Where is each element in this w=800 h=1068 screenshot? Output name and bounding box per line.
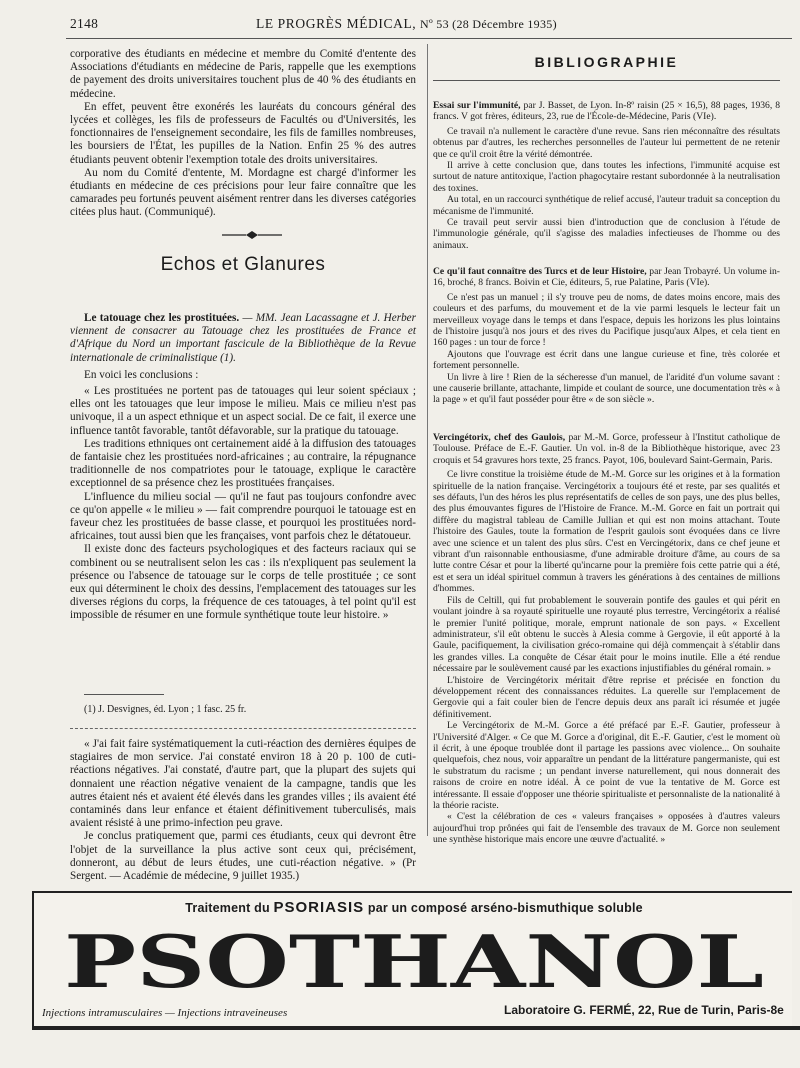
- article-paragraph: L'influence du milieu social — qu'il ne faut pas toujours confondre avec ce qu'on appelle « le milieu » — fait comprendre pourquoi le tatouage est en faveur chez les prostituées de basse classe, et pourquoi les prostituées nord-africaines, tout aussi bien que les françaises, vont parfois chez le détatoueur.: [70, 490, 416, 543]
- entry-heading: Ce qu'il faut connaître des Turcs et de leur Histoire,: [433, 266, 647, 277]
- entry-citation: par Jean Trobayré. Un volume in-16, broché, 8 francs. Boivin et Cie, éditeurs, 5, rue Palatine, Paris (VIe).: [433, 266, 780, 289]
- intro-block: [70, 48, 416, 220]
- sergent-quote: [70, 738, 416, 883]
- column-divider: [427, 44, 428, 836]
- intro-paragraph: corporative des étudiants en médecine et membre du Comité d'entente des Associations d'étudiants en médecine de Paris, rappelle que les exemptions de payement des droits universitaires touchent plus de 40 % des étudiants en médecine.: [70, 48, 416, 100]
- bibliography-title: BIBLIOGRAPHIE: [534, 54, 679, 70]
- entry-paragraph: Ce travail n'a nullement le caractère d'une revue. Sans rien méconnaître des résultats obtenus par d'autres, les recherches personnelles de l'auteur lui permettent de ne retenir que ce qu'il croit être la vérité démontrée.: [433, 125, 780, 160]
- section-ornament: [222, 229, 282, 241]
- issue-info: Nº 53 (28 Décembre 1935): [419, 17, 557, 31]
- article-paragraph: Les traditions ethniques ont certainement aidé à la diffusion des tatouages de fantaisie chez les prostituées nord-africaines ; au contraire, la répugnance traditionnelle de nos compatriotes pour le tatouage, explique le caractère exceptionnel de sa présence chez les prostituées françaises.: [70, 437, 416, 490]
- page-header: [70, 16, 790, 36]
- entry-paragraph: Ce n'est pas un manuel ; il s'y trouve peu de noms, de dates moins encore, mais des couleurs et des parfums, du mouvement et de la vie parmi lesquels le lecteur fait un merveilleux voyage dans le temps et dans l'espace, depuis les horizons les plus lointains de l'histoire jusqu'à nos jours et des rives du Pacifique jusqu'aux Alpes, et cela tient en 160 pages : un tour de force !: [433, 291, 780, 349]
- conclusions-intro: En voici les conclusions :: [84, 368, 199, 381]
- psothanol-advertisement: [32, 891, 792, 1028]
- entry-citation: par M.-M. Gorce, professeur à l'Institut catholique de Toulouse. Préface de E.-F. Gautier. Un vol. in-8 de la Bibliothèque historique, avec 23 croquis et 54 gravures hors texte, 25 francs. Payot, 106, boulevard Saint-Germain, Paris.: [433, 432, 780, 466]
- page-number: 2148: [70, 16, 99, 31]
- article-lead: — MM. Jean Lacassagne et J. Herber viennent de consacrer au Tatouage chez les prostituées de France et d'Afrique du Nord un important fascicule de la Bibliothèque de la Revue internationale de criminalistique (1).: [70, 312, 416, 364]
- article-paragraph: Il existe donc des facteurs psychologiques et des facteurs raciaux qui se combinent ou se neutralisent selon les cas : ils n'expliquent pas seulement la présence ou l'absence de tatouage sur le corps de telle prostituée ; ce sont eux qui déterminent le choix des dessins, l'emplacement des tatouages sur les diverses régions du corps, la fréquence de ces tatouages, à tel point qu'il est impossible de résumer en une formule synthétique toute leur histoire. »: [70, 543, 416, 622]
- entry-paragraph: Fils de Celtill, qui fut probablement le souverain pontife des gaules et qui périt en voulant joindre à sa royauté spirituelle une royauté plus terrestre, Vercingétorix a réalisé le premier l'unité politique, morale, emprunt nationale de son pays. « Excellent administrateur, s'il eût obtenu le succès à Alesia comme à Gergovie, il eût apporté à la Gaule, pacifiquement, la civilisation gréco-romaine qui déjà commençait à s'établir dans les grandes villes. La conquête de César était pour le moins inutile. Elle a été rendue nécessaire par le soulèvement causé par les exactions injustifiables du général romain. »: [433, 594, 780, 675]
- bibliography-entry: [433, 432, 780, 846]
- entry-paragraph: Ce travail peut servir aussi bien d'introduction que de conclusion à l'étude de l'immunologie générale, qu'il s'agisse des maladies infectieuses de l'homme ou des animaux.: [433, 217, 780, 251]
- ad-bottom-rule: [32, 1026, 800, 1030]
- entry-paragraph: Le Vercingétorix de M.-M. Gorce a été préfacé par E.-F. Gautier, professeur à l'Université d'Alger. « Ce que M. Gorce a d'original, dit E.-F. Gautier, c'est le moment où il écrit, à une époque troublée dont il partage les passions avec violence... On souhaite quelquefois, chez nous, voir apparaître un pendant de la littérature pangermaniste, qui est le substratum du racisme ; un pendant inverse naturellement, qui nous donnerait des raisons de croire en notre idéal. À ce point de vue la tentative de M. Gorce est intéressante. Il essaie d'opposer une théorie spiritualiste et personnaliste de la nationalité à la théorie raciste.: [433, 720, 780, 811]
- entry-paragraph: Au total, en un raccourci synthétique de relief accusé, l'auteur traduit sa conception du mécanisme de l'immunité.: [433, 194, 780, 217]
- ad-tagline-bold: PSORIASIS: [273, 899, 365, 916]
- journal-name: LE PROGRÈS MÉDICAL,: [256, 16, 417, 31]
- intro-paragraph: Au nom du Comité d'entente, M. Mordagne est chargé d'informer les étudiants en médecine de ces précisions pour leur faire connaître que les camarades peu fortunés peuvent aisément rentrer dans les diverses catégories citées plus haut. (Communiqué).: [70, 166, 416, 219]
- separator-rule: [70, 728, 416, 729]
- header-rule: [66, 38, 792, 39]
- ad-injections: Injections intramusculaires — Injections intraveineuses: [42, 1007, 288, 1019]
- section-title: Echos et Glanures: [160, 254, 326, 275]
- intro-paragraph: En effet, peuvent être exonérés les lauréats du concours général des lycées et collèges, les fils de professeurs de Facultés ou d'Universités, les fonctionnaires de l'enseignement secondaire, les fils de familles nombreuses, les boursiers de l'État, les pupilles de la Nation. Enfin 25 % des autres étudiants peuvent obtenir l'exemption totale des droits universitaires.: [70, 100, 416, 166]
- article-paragraph: « Les prostituées ne portent pas de tatouages qui leur soient spéciaux ; elles ont les tatouages que leur impose le milieu. Mais ce milieu n'est pas univoque, il a un aspect ethnique et un aspect social. De ce fait, il exerce une influence tantôt favorable, tantôt défavorable, sur la pratique du tatouage.: [70, 385, 416, 437]
- article-title: Le tatouage chez les prostituées.: [84, 312, 240, 324]
- entry-heading: Vercingétorix, chef des Gaulois,: [433, 432, 566, 443]
- ad-tagline-post: par un composé arséno-bismuthique soluble: [367, 901, 643, 915]
- ad-brand-logo: [34, 907, 794, 997]
- tattoo-article: [70, 312, 416, 623]
- entry-paragraph: Un livre à lire ! Rien de la sécheresse d'un manuel, de l'aridité d'un volume savant : une causerie brillante, attachante, limpide et coulant de source, une documentation très « à la page » et qu'il faut posséder pour être « de son siècle ».: [433, 371, 780, 406]
- entry-paragraph: Ajoutons que l'ouvrage est écrit dans une langue curieuse et fine, très colorée et fortement personnelle.: [433, 348, 780, 372]
- quote-paragraph: Je conclus pratiquement que, parmi ces étudiants, ceux qui devront être l'objet de la surveillance la plus active sont ceux qui, précisément, donneront, au début de leurs études, une cuti-réaction négative. » (Pr Sergent. — Académie de médecine, 9 juillet 1935.): [70, 830, 416, 883]
- bibliography-entry: [433, 100, 780, 251]
- running-title: [256, 16, 557, 32]
- entry-paragraph: Il arrive à cette conclusion que, dans toutes les infections, l'immunité acquise est surtout de nature antitoxique, l'action phagocytaire restant subordonnée à la neutralisation des toxines.: [433, 160, 780, 194]
- footnote-rule: [84, 694, 164, 695]
- entry-paragraph: « C'est la célébration de ces « valeurs françaises » opposées à d'autres valeurs aujourd'hui trop prônées qui fait de l'ensemble des travaux de M. Gorce non seulement une synthèse historique mais encore une œuvre d'actualité. »: [433, 811, 780, 846]
- bibliography-rule: [433, 80, 780, 81]
- entry-heading: Essai sur l'immunité,: [433, 100, 521, 111]
- entry-citation: par J. Basset, de Lyon. In-8º raisin (25 × 16,5), 88 pages, 1936, 8 francs. V got frères, éditeurs, 23, rue de l'École-de-Médecine, Paris (VIe).: [433, 100, 780, 123]
- entry-paragraph: L'histoire de Vercingétorix méritait d'être reprise et précisée en fonction du développement récent des connaissances réduites. La querelle sur l'emplacement de Gergovie qui a fait couler bien de l'encre depuis deux ans paraît ici résumée et jugée définitivement.: [433, 674, 780, 720]
- bibliography-entry: [433, 266, 780, 406]
- quote-paragraph: « J'ai fait faire systématiquement la cuti-réaction des dernières équipes de stagiaires de mon service. J'ai constaté environ 18 à 20 p. 100 de cuti-réactions négatives. J'ai constaté, d'autre part, que la plupart des sujets qui donnaient une réaction négative venaient de la campagne, tandis que les autres étaient nés et avaient été élevés dans les grandes villes ; ils avaient été contaminés dans leur enfance et étaient définitivement tuberculisés, mais avaient résisté à une primo-infection peu grave.: [70, 738, 416, 830]
- entry-paragraph: Ce livre constitue la troisième étude de M.-M. Gorce sur les origines et à la formation spirituelle de la nation française. Vercingétorix a toujours été et reste, par ses qualités et ses défauts, l'un des héros les plus représentatifs de celles de son pays, une des plus belles, des plus émouvantes figures de l'Histoire de France. M.-M. Gorce en fait un portrait qui diffère du magistral tableau de Camille Jullian et qui est non moins attachant. Toute l'histoire des Gaules, toute la formation de l'esprit gaulois sont évoquées dans ce livre avec une science et un talent des plus sûrs. C'est en Vercingétorix, dans ce chef jeune et vibrant d'un raisonnable enthousiasme, d'une admirable droiture d'âme, au cours de sa lutte contre César et pour la liberté qu'incarne pour la première fois cette patrie qui a été, est et sera un idéal spirituel commun à travers les générations à des centaines de millions d'hommes.: [433, 469, 780, 595]
- ad-brand-name: PSOTHANOL: [64, 919, 764, 997]
- ad-laboratory: Laboratoire G. FERMÉ, 22, Rue de Turin, Paris-8e: [504, 1003, 784, 1017]
- footnote: (1) J. Desvignes, éd. Lyon ; 1 fasc. 25 fr.: [84, 704, 247, 715]
- ad-tagline-pre: Traitement du: [185, 901, 270, 915]
